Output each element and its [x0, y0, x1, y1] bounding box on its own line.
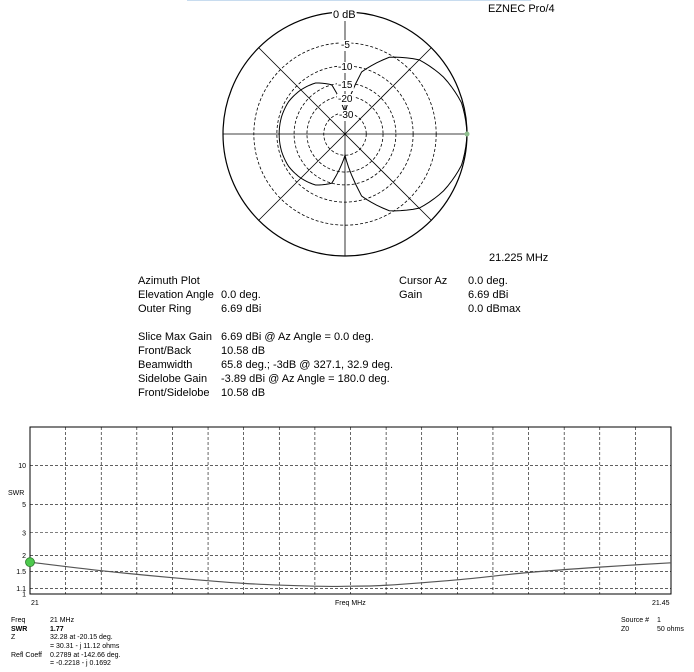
info-gain-value: 6.69 dBi	[468, 289, 509, 301]
front-back-value: 10.58 dB	[221, 345, 266, 357]
info-outer-ring-value: 6.69 dBi	[221, 303, 262, 315]
swr-y-tick-label: 5	[22, 501, 26, 509]
readout-z-label: Z	[11, 634, 16, 641]
readout-z0-value: 50 ohms	[657, 626, 684, 633]
sidelobe-gain-label: Sidelobe Gain	[138, 373, 208, 385]
swr-y-tick-label: 1.5	[16, 568, 26, 576]
ring-label-10: -10	[338, 62, 353, 73]
front-sidelobe-label: Front/Sidelobe	[138, 387, 210, 399]
x-end-label: 21.45	[652, 600, 670, 607]
swr-y-tick-label: 1.1	[16, 586, 26, 594]
readout-swr-label: SWR	[11, 626, 28, 633]
ring-label-5: -5	[341, 40, 350, 51]
swr-y-tick-labels	[16, 463, 26, 598]
readout-freq-label: Freq	[11, 617, 26, 624]
ring-label-20: -20	[338, 94, 353, 105]
readout-z-value-1: 32.28 at -20.15 deg.	[50, 634, 113, 641]
frequency-readout: 21.225 MHz	[489, 252, 549, 264]
info-gain-label: Gain	[399, 289, 423, 301]
swr-marker[interactable]	[26, 558, 35, 567]
swr-y-tick-label: 2	[22, 552, 26, 560]
beamwidth-value: 65.8 deg.; -3dB @ 327.1, 32.9 deg.	[221, 359, 394, 371]
readout-source-label: Source #	[621, 617, 650, 624]
readout-z0-label: Z0	[621, 626, 630, 633]
info-cursor-az-label: Cursor Az	[399, 275, 448, 287]
info-outer-ring-label: Outer Ring	[138, 303, 192, 315]
app-title: EZNEC Pro/4	[488, 3, 555, 15]
info-cursor-az-value: 0.0 deg.	[468, 275, 508, 287]
front-back-label: Front/Back	[138, 345, 192, 357]
readout-source-value: 1	[657, 617, 661, 624]
swr-y-tick-label: 10	[18, 463, 26, 471]
ring-label-30: -30	[339, 110, 354, 121]
readout-refl-value-1: 0.2789 at -142.66 deg.	[50, 652, 121, 659]
readout-swr-value: 1.77	[50, 626, 64, 633]
x-start-label: 21	[31, 600, 39, 607]
front-sidelobe-value: 10.58 dB	[221, 387, 266, 399]
sidelobe-gain-value: -3.89 dBi @ Az Angle = 180.0 deg.	[221, 373, 390, 385]
swr-y-tick-label: 1	[22, 591, 26, 599]
beamwidth-label: Beamwidth	[138, 359, 193, 371]
readout-freq-value: 21 MHz	[50, 617, 75, 624]
info-elevation-label: Elevation Angle	[138, 289, 214, 301]
swr-y-tick-label: 3	[22, 530, 26, 538]
slice-max-gain-label: Slice Max Gain	[138, 331, 212, 343]
ring-label-0: 0 dB	[333, 9, 356, 21]
slice-max-gain-value: 6.69 dBi @ Az Angle = 0.0 deg.	[221, 331, 374, 343]
info-elevation-value: 0.0 deg.	[221, 289, 261, 301]
x-axis-label: Freq MHz	[335, 600, 366, 607]
readout-z-value-2: = 30.31 - j 11.12 ohms	[50, 643, 120, 650]
swr-axis-label: SWR	[8, 490, 25, 497]
readout-refl-value-2: = -0.2218 - j 0.1692	[50, 660, 111, 667]
readout-refl-label: Refl Coeff	[11, 652, 42, 659]
ring-label-15: -15	[338, 80, 353, 91]
info-azimuth-plot-label: Azimuth Plot	[138, 275, 200, 287]
info-dbmax-value: 0.0 dBmax	[468, 303, 521, 315]
